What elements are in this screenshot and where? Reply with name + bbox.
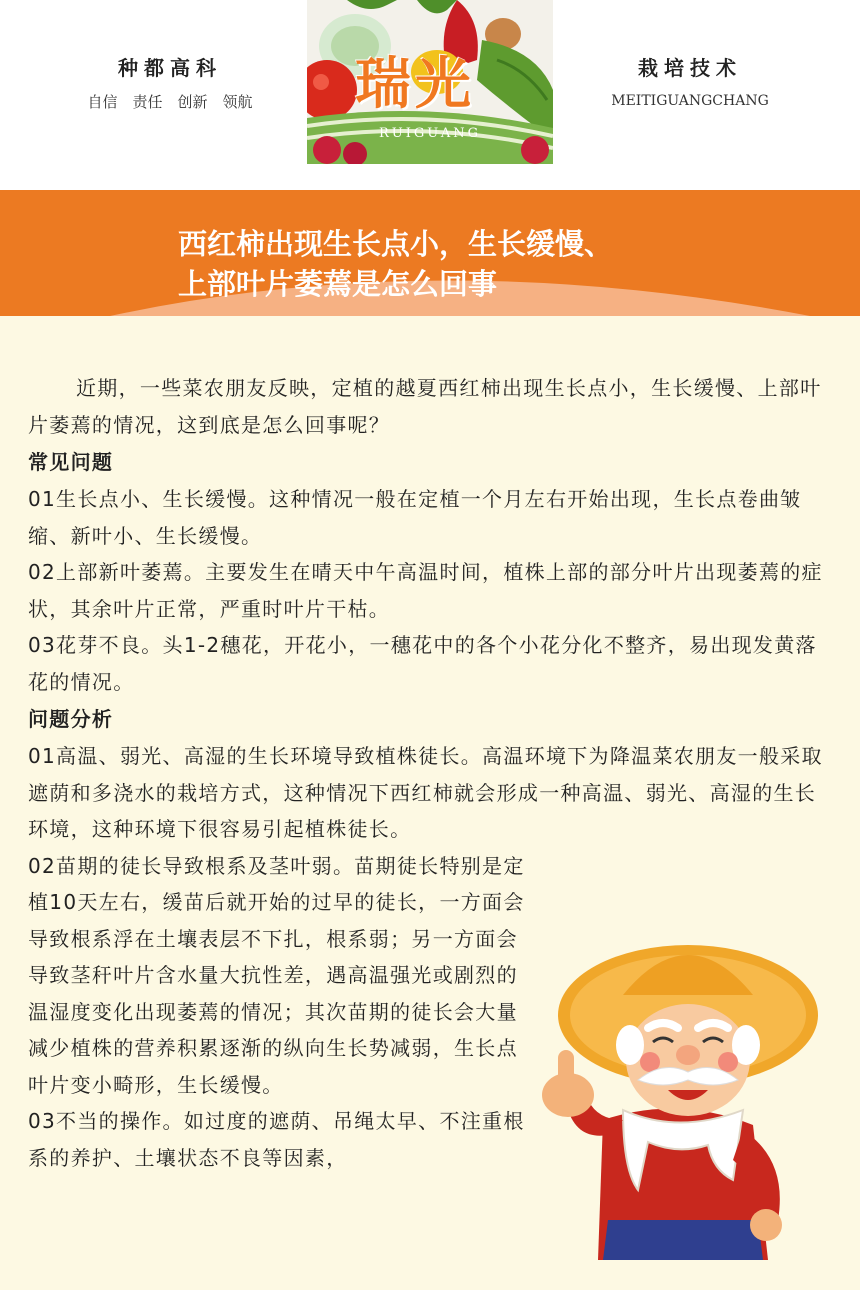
brand-slogan: 自信 责任 创新 领航	[87, 93, 253, 111]
logo-vegetables-image	[307, 0, 553, 164]
banner-title-line1: 西红柿出现生长点小，生长缓慢、	[178, 227, 614, 261]
right-subtitle: MEITIGUANGCHANG	[611, 93, 769, 109]
problem-item: 02上部新叶萎蔫。主要发生在晴天中午高温时间，植株上部的部分叶片出现萎蔫的症状，其余叶片正常，严重时叶片干枯。	[28, 560, 823, 621]
farmer-thumbs-up-illustration	[528, 920, 828, 1260]
logo-subtext: RUIGUANG	[379, 126, 481, 141]
banner-title-line2: 上部叶片萎蔫是怎么回事	[178, 267, 498, 301]
logo-text: 瑞光	[355, 51, 475, 117]
intro-paragraph: 近期，一些菜农朋友反映，定植的越夏西红柿出现生长点小，生长缓慢、上部叶片萎蔫的情况，这到底是怎么回事呢？	[28, 376, 822, 437]
problem-item: 01生长点小、生长缓慢。这种情况一般在定植一个月左右开始出现，生长点卷曲皱缩、新叶小、生长缓慢。	[28, 487, 802, 548]
analysis-item: 01高温、弱光、高湿的生长环境导致植株徒长。高温环境下为降温菜农朋友一般采取遮荫和多浇水的栽培方式，这种情况下西红柿就会形成一种高温、弱光、高湿的生长环境，这种环境下很容易引起植株徒长。	[28, 744, 823, 841]
section-heading-analysis: 问题分析	[28, 707, 114, 731]
problem-item: 03花芽不良。头1-2穗花，开花小，一穗花中的各个小花分化不整齐，易出现发黄落花的情况。	[28, 633, 817, 694]
header	[0, 0, 860, 190]
analysis-item: 02苗期的徒长导致根系及茎叶弱。苗期徒长特别是定植10天左右，缓苗后就开始的过早的徒长，一方面会导致根系浮在土壤表层不下扎，根系弱；另一方面会导致茎秆叶片含水量大抗性差，遇高温强光或剧烈的温湿度变化出现萎蔫的情况；其次苗期的徒长会大量减少植株的营养积累逐渐的纵向生长势减弱，生长点叶片变小畸形，生长缓慢。	[28, 853, 525, 1097]
brand-block-left	[70, 52, 270, 112]
title-banner	[0, 190, 860, 316]
section-heading-common-problems: 常见问题	[28, 450, 114, 474]
farmer-cartoon	[528, 920, 828, 1260]
banner-title	[178, 224, 613, 304]
brand-name: 种都高科	[118, 56, 222, 80]
right-title: 栽培技术	[638, 56, 742, 80]
brand-block-right	[590, 52, 790, 109]
analysis-item: 03不当的操作。如过度的遮荫、吊绳太早、不注重根系的养护、土壤状态不良等因素，	[28, 1109, 525, 1170]
